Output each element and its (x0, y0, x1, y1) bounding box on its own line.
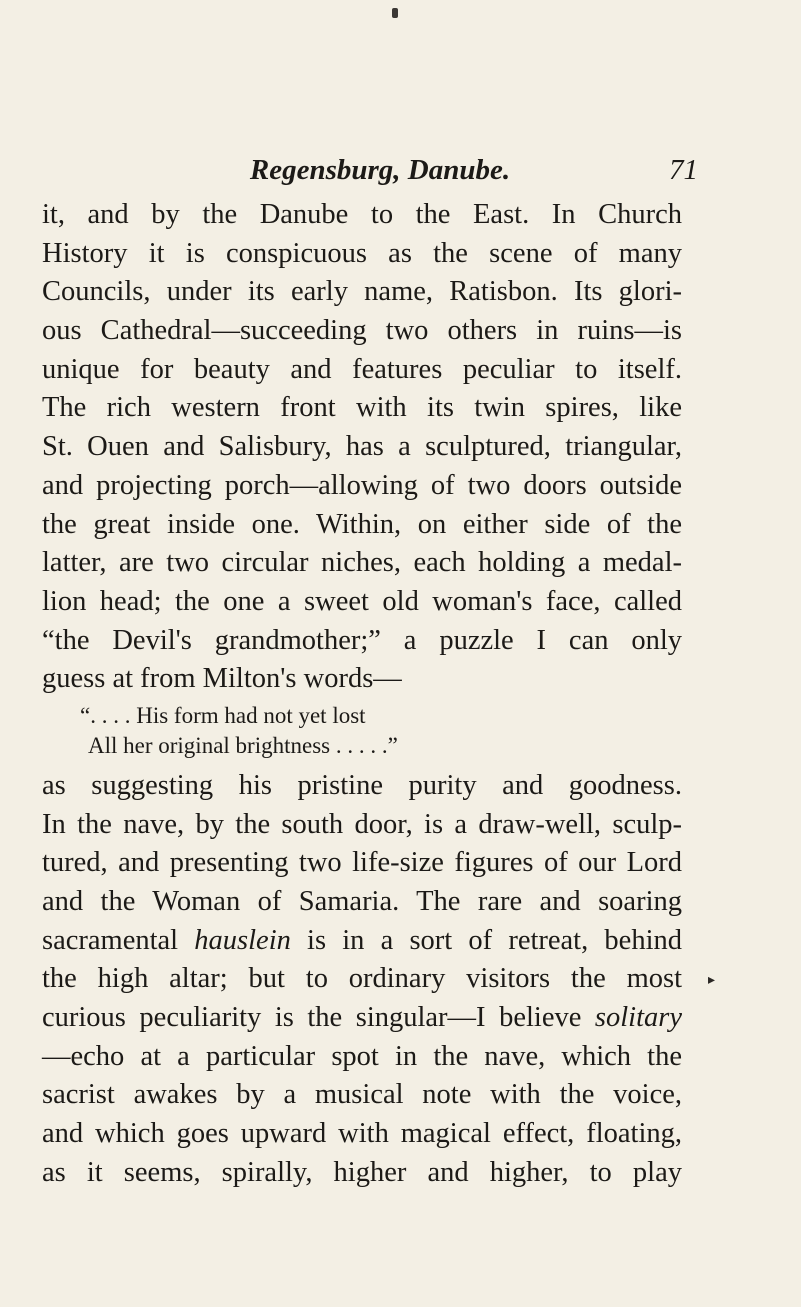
italic-word: solitary (594, 1002, 682, 1034)
binding-mark (392, 8, 398, 18)
text-line: the high altar; but to ordinary visitors the most (42, 963, 682, 995)
text-line: —echo at a particular spot in the nave, which the (42, 1040, 682, 1072)
text-fragment: is in a sort of retreat, behind (290, 924, 682, 956)
text-line: it, and by the Danube to the East. In Church (42, 199, 682, 230)
text-line: as it seems, spirally, higher and higher, to play (42, 1156, 682, 1188)
text-line: the great inside one. Within, on either side of the (42, 508, 682, 540)
text-line: Councils, under its early name, Ratisbon. Its glori- (42, 276, 682, 308)
quote-line: All her original brightness . . . . .” (88, 732, 398, 758)
text-line: tured, and presenting two life-size figures of our Lord (42, 847, 682, 879)
page-number: 71 (669, 154, 698, 186)
text-line: lion head; the one a sweet old woman's face, called (42, 585, 682, 617)
block-quote (42, 701, 682, 767)
running-title: Regensburg, Danube. (249, 154, 511, 186)
text-fragment: sacramental (42, 924, 195, 956)
text-line: In the nave, by the south door, is a draw-well, sculp- (42, 808, 682, 840)
text-line: and projecting porch—allowing of two doors outside (42, 469, 682, 501)
italic-word: hauslein (194, 924, 291, 956)
text-line: as suggesting his pristine purity and goodness. (42, 769, 682, 801)
quote-line: “. . . . His form had not yet lost (80, 702, 366, 728)
text-line: The rich western front with its twin spires, like (42, 392, 682, 424)
body-text (42, 196, 682, 1193)
text-line: ous Cathedral—succeeding two others in ruins—is (42, 315, 682, 347)
text-line: guess at from Milton's words— (42, 663, 402, 695)
running-header (40, 152, 720, 188)
text-line: sacrist awakes by a musical note with the voice, (42, 1079, 682, 1111)
text-line: St. Ouen and Salisbury, has a sculptured, triangular, (42, 431, 682, 463)
text-line: History it is conspicuous as the scene of many (42, 237, 682, 269)
text-line: and the Woman of Samaria. The rare and soaring (42, 886, 682, 917)
text-line: “the Devil's grandmother;” a puzzle I can only (42, 624, 682, 656)
text-line: unique for beauty and features peculiar to itself. (42, 353, 682, 385)
text-fragment: curious peculiarity is the singular—I believe (42, 1002, 595, 1034)
text-line (42, 999, 682, 1038)
text-line: and which goes upward with magical effect, floating, (42, 1118, 682, 1150)
text-line (42, 922, 682, 961)
text-line: latter, are two circular niches, each holding a medal- (42, 547, 682, 579)
margin-mark: ▸ (708, 972, 716, 988)
